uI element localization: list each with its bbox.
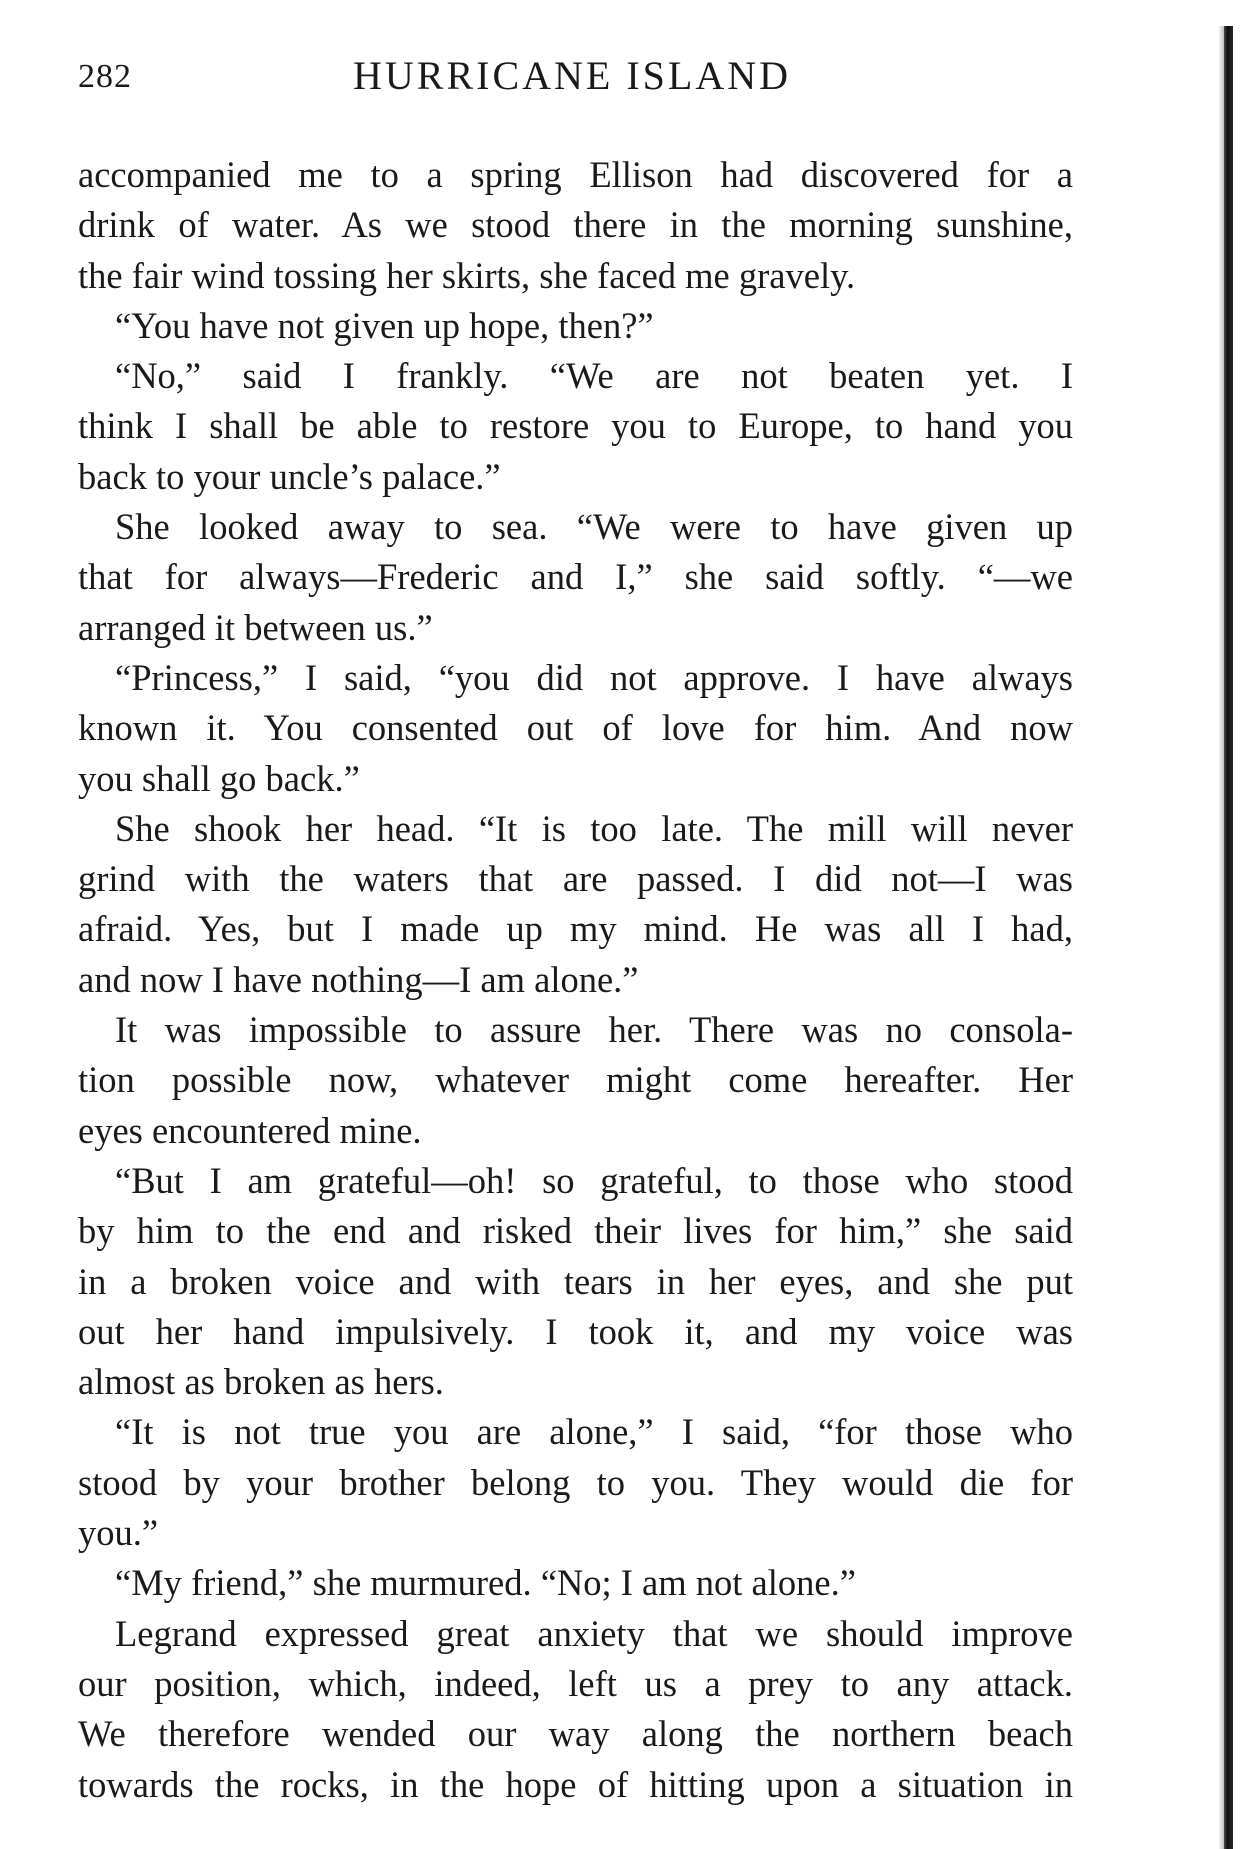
text-line: “No,” said I frankly. “We are not beaten yet. I xyxy=(115,355,1073,397)
text-line: “It is not true you are alone,” I said, “for those who xyxy=(115,1411,1073,1453)
text-line: “But I am grateful—oh! so grateful, to those who stood xyxy=(115,1159,1073,1201)
text-line: drink of water. As we stood there in the morning sunshine, xyxy=(78,204,1073,246)
text-line: “My friend,” she murmured. “No; I am not alone.” xyxy=(115,1562,856,1604)
running-head: HURRICANE ISLAND xyxy=(353,53,791,98)
text-line: towards the rocks, in the hope of hitting upon a situation in xyxy=(78,1763,1073,1805)
body-text xyxy=(78,150,1073,1810)
text-line: afraid. Yes, but I made up my mind. He was all I had, xyxy=(78,908,1073,950)
text-line: grind with the waters that are passed. I did not—I was xyxy=(78,858,1073,900)
text-line: that for always—Frederic and I,” she said softly. “—we xyxy=(78,556,1073,598)
text-line: tion possible now, whatever might come hereafter. Her xyxy=(78,1059,1073,1101)
text-line: you.” xyxy=(78,1512,159,1554)
text-line: eyes encountered mine. xyxy=(78,1109,422,1151)
text-line: accompanied me to a spring Ellison had discovered for a xyxy=(78,154,1073,195)
text-line: in a broken voice and with tears in her eyes, and she put xyxy=(78,1260,1073,1302)
text-line: Legrand expressed great anxiety that we should improve xyxy=(115,1612,1073,1654)
text-line: and now I have nothing—I am alone.” xyxy=(78,958,639,1000)
text-line: the fair wind tossing her skirts, she faced me gravely. xyxy=(78,254,856,296)
text-line: think I shall be able to restore you to Europe, to hand you xyxy=(78,405,1073,447)
text-line: out her hand impulsively. I took it, and my voice was xyxy=(78,1310,1073,1352)
text-line: known it. You consented out of love for him. And now xyxy=(78,707,1073,749)
text-line: back to your uncle’s palace.” xyxy=(78,455,501,497)
page-header xyxy=(78,48,1078,108)
text-line: stood by your brother belong to you. They would die for xyxy=(78,1461,1073,1503)
page-number: 282 xyxy=(78,58,132,95)
book-binding-edge xyxy=(1224,26,1233,1849)
text-line: almost as broken as hers. xyxy=(78,1361,444,1403)
text-line: We therefore wended our way along the northern beach xyxy=(78,1713,1073,1755)
text-line: It was impossible to assure her. There was no consola- xyxy=(115,1009,1073,1051)
text-line: She shook her head. “It is too late. The mill will never xyxy=(115,807,1073,849)
text-line: our position, which, indeed, left us a prey to any attack. xyxy=(78,1662,1073,1704)
text-line: “You have not given up hope, then?” xyxy=(115,304,654,346)
text-line: She looked away to sea. “We were to have given up xyxy=(115,506,1073,548)
text-line: “Princess,” I said, “you did not approve. I have always xyxy=(115,656,1073,698)
text-line: you shall go back.” xyxy=(78,757,360,799)
text-line: arranged it between us.” xyxy=(78,606,433,648)
text-line: by him to the end and risked their lives for him,” she said xyxy=(78,1210,1073,1252)
